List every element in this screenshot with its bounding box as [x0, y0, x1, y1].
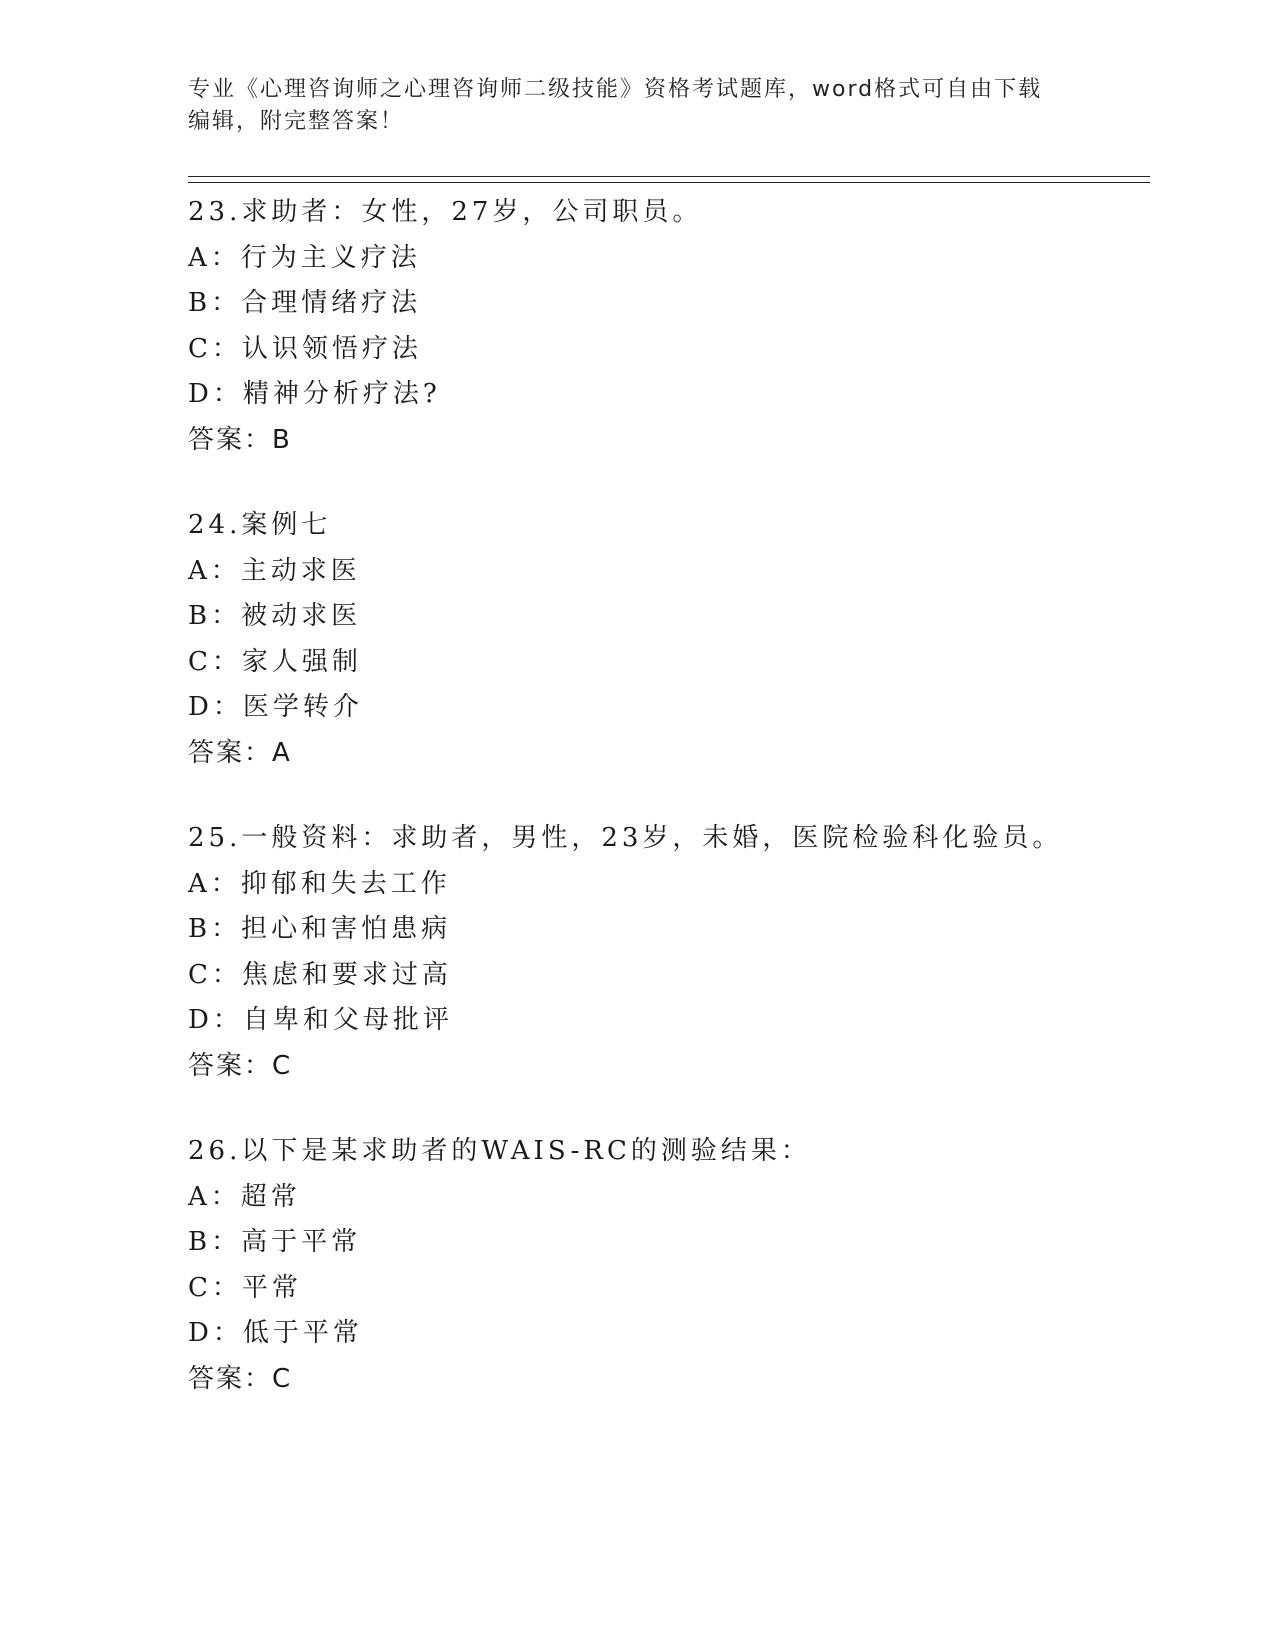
option-c: C：家人强制 [188, 646, 362, 677]
question-stem: 26.以下是某求助者的WAIS-RC的测验结果： [188, 1136, 811, 1166]
question-list [188, 190, 1148, 1442]
option-c: C：认识领悟疗法 [188, 333, 422, 364]
answer-line [188, 1044, 1148, 1090]
option-a: A：抑郁和失去工作 [188, 868, 451, 899]
question-24 [188, 503, 1148, 776]
question-26 [188, 1129, 1148, 1402]
document-header [188, 74, 1088, 138]
answer-line [188, 418, 1148, 464]
answer-value: B [272, 424, 292, 455]
question-25 [188, 816, 1148, 1089]
header-divider-bottom [188, 182, 1150, 183]
question-23 [188, 190, 1148, 463]
option-d: D：低于平常 [188, 1318, 363, 1348]
option-b: B：担心和害怕患病 [188, 914, 452, 944]
option-a: A：行为主义疗法 [188, 242, 421, 273]
answer-label: 答案： [188, 737, 273, 768]
answer-value: C [272, 1363, 293, 1394]
answer-line [188, 731, 1148, 777]
question-stem: 24.案例七 [188, 510, 332, 540]
answer-label: 答案： [188, 1050, 273, 1081]
option-b: B：被动求医 [188, 601, 362, 631]
answer-value: C [272, 1050, 293, 1081]
option-b: B：高于平常 [188, 1227, 362, 1257]
option-c: C：焦虑和要求过高 [188, 959, 452, 990]
header-line-1: 专业《心理咨询师之心理咨询师二级技能》资格考试题库，word格式可自由下载 [188, 77, 1043, 102]
answer-line [188, 1357, 1148, 1403]
header-line-2: 编辑，附完整答案！ [188, 109, 405, 134]
option-b: B：合理情绪疗法 [188, 288, 422, 318]
header-divider-top [188, 176, 1150, 177]
option-d: D：医学转介 [188, 692, 363, 722]
option-c: C：平常 [188, 1272, 302, 1303]
option-a: A：超常 [188, 1181, 301, 1212]
question-stem: 25.一般资料：求助者，男性，23岁，未婚，医院检验科化验员。 [188, 823, 1063, 853]
question-stem: 23.求助者：女性，27岁，公司职员。 [188, 197, 703, 227]
answer-label: 答案： [188, 1363, 273, 1394]
option-d: D：自卑和父母批评 [188, 1005, 453, 1035]
option-a: A：主动求医 [188, 555, 361, 586]
option-d: D：精神分析疗法? [188, 379, 441, 409]
answer-value: A [272, 737, 292, 768]
answer-label: 答案： [188, 424, 273, 455]
